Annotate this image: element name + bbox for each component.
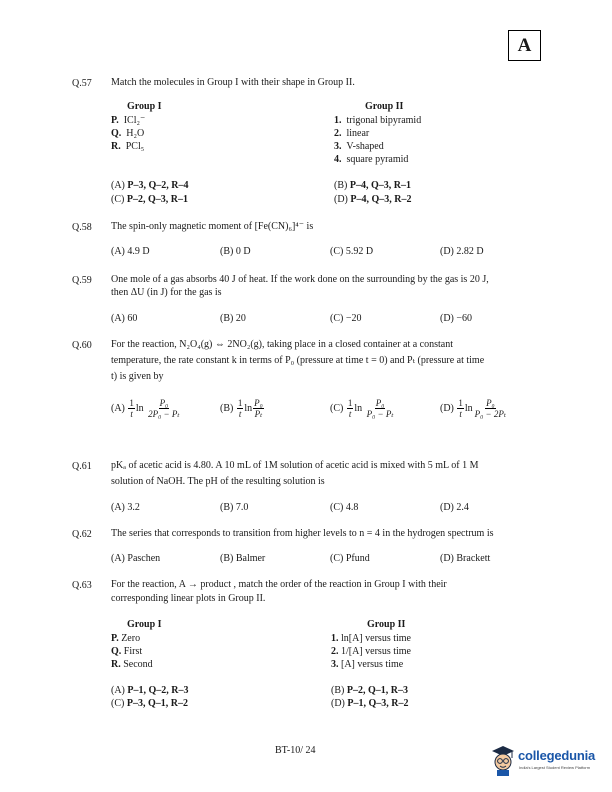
q57-group2-item: 2. linear [334, 128, 370, 139]
q57-group2-item: 1. trigonal bipyramid [334, 115, 422, 126]
collegedunia-logo[interactable] [490, 740, 600, 782]
q59-option-b[interactable]: (B) 20 [220, 313, 246, 324]
logo-tagline: India's Largest Student Review Platform [519, 765, 591, 770]
q57-group1-item: R. PCl₅ [111, 141, 145, 152]
q62-option-b[interactable]: (B) Balmer [220, 553, 266, 564]
q57-group2-title: Group II [365, 101, 404, 112]
q63-group2-title: Group II [367, 619, 406, 630]
q63-group1-item: Q. First [111, 646, 143, 657]
q60-option-c[interactable]: (C) $\frac{1}{t}$ ln $\frac{\text{P₀}}{\text{P₀ − Pₜ}}$ [330, 398, 394, 419]
q57-group2-item: 4. square pyramid [334, 154, 409, 165]
question-text-61-line2: solution of NaOH. The pH of the resulting solution is [111, 476, 325, 487]
q60-option-b[interactable]: (B) $\frac{1}{t}$ ln $\frac{\text{P₀}}{\text{Pₜ}}$ [220, 398, 263, 419]
q63-group1-title: Group I [127, 619, 162, 630]
question-text-62: The series that corresponds to transition from higher levels to n = 4 in the hydrogen spectrum is [111, 528, 494, 539]
question-number-61: Q.61 [72, 461, 92, 472]
q63-option-a[interactable]: (A) P–1, Q–2, R–3 [111, 685, 189, 696]
question-number-58: Q.58 [72, 222, 92, 233]
q57-group1-item: P. ICl₂⁻ [111, 115, 146, 126]
q63-option-b[interactable]: (B) P–2, Q–1, R–3 [331, 685, 408, 696]
question-number-60: Q.60 [72, 340, 92, 351]
q57-option-a[interactable]: (A) P–3, Q–2, R–4 [111, 180, 189, 191]
q58-option-d[interactable]: (D) 2.82 D [440, 246, 484, 257]
question-text-60-line2: temperature, the rate constant k in terms of P₀ (pressure at time t = 0) and Pₜ (pressure at time [111, 355, 485, 366]
mascot-icon [490, 744, 516, 776]
q57-option-d[interactable]: (D) P–4, Q–3, R–2 [334, 194, 412, 205]
q58-option-a[interactable]: (A) 4.9 D [111, 246, 150, 257]
q61-option-a[interactable]: (A) 3.2 [111, 502, 140, 513]
q63-group1-item: P. Zero [111, 633, 141, 644]
q63-group2-item: 3. [A] versus time [331, 659, 404, 670]
question-text-63-line2: corresponding linear plots in Group II. [111, 593, 266, 604]
question-text-57: Match the molecules in Group I with their shape in Group II. [111, 77, 355, 88]
question-text-59-line1: One mole of a gas absorbs 40 J of heat. If the work done on the surrounding by the gas is 20 J, [111, 274, 489, 285]
q57-option-b[interactable]: (B) P–4, Q–3, R–1 [334, 180, 411, 191]
q57-option-c[interactable]: (C) P–2, Q–3, R–1 [111, 194, 188, 205]
question-text-61-line1: pKₐ of acetic acid is 4.80. A 10 mL of 1M solution of acetic acid is mixed with 5 mL of 1 M [111, 460, 479, 471]
q62-option-d[interactable]: (D) Brackett [440, 553, 491, 564]
q61-option-d[interactable]: (D) 2.4 [440, 502, 469, 513]
q61-option-b[interactable]: (B) 7.0 [220, 502, 249, 513]
question-number-62: Q.62 [72, 529, 92, 540]
question-set-label: A [508, 30, 541, 61]
question-number-57: Q.57 [72, 78, 92, 89]
question-number-59: Q.59 [72, 275, 92, 286]
q63-option-d[interactable]: (D) P–1, Q–3, R–2 [331, 698, 409, 709]
q60-option-d[interactable]: (D) $\frac{1}{t}$ ln $\frac{\text{P₀}}{\text{P₀ − 2Pₜ}}$ [440, 398, 507, 419]
q63-option-c[interactable]: (C) P–3, Q–1, R–2 [111, 698, 188, 709]
logo-wordmark: collegedunia [518, 748, 596, 763]
q62-option-a[interactable]: (A) Paschen [111, 553, 161, 564]
q57-group1-title: Group I [127, 101, 162, 112]
question-text-60-line1: For the reaction, N₂O₄(g) ⇔ 2NO₂(g), taking place in a closed container at a constant [111, 339, 454, 350]
q63-group2-item: 2. 1/[A] versus time [331, 646, 411, 657]
question-number-63: Q.63 [72, 580, 92, 591]
q57-group2-item: 3. V-shaped [334, 141, 384, 152]
question-text-59-line2: then ΔU (in J) for the gas is [111, 287, 222, 298]
question-text-58: The spin-only magnetic moment of [Fe(CN)₆]⁴⁻ is [111, 221, 314, 232]
q63-group2-item: 1. ln[A] versus time [331, 633, 411, 644]
page-footer: BT-10/ 24 [275, 745, 316, 756]
q61-option-c[interactable]: (C) 4.8 [330, 502, 359, 513]
q59-option-c[interactable]: (C) −20 [330, 313, 362, 324]
q58-option-c[interactable]: (C) 5.92 D [330, 246, 374, 257]
q59-option-d[interactable]: (D) −60 [440, 313, 473, 324]
q60-option-a[interactable]: (A) $\frac{1}{t}$ ln $\frac{\text{P₀}}{\text{2P₀ − Pₜ}}$ [111, 398, 180, 419]
question-text-63-line1: For the reaction, A → product , match the order of the reaction in Group I with their [111, 579, 447, 590]
question-text-60-line3: t) is given by [111, 371, 164, 382]
q59-option-a[interactable]: (A) 60 [111, 313, 138, 324]
q63-group1-item: R. Second [111, 659, 153, 670]
q58-option-b[interactable]: (B) 0 D [220, 246, 251, 257]
q57-group1-item: Q. H₂O [111, 128, 145, 139]
q62-option-c[interactable]: (C) Pfund [330, 553, 370, 564]
